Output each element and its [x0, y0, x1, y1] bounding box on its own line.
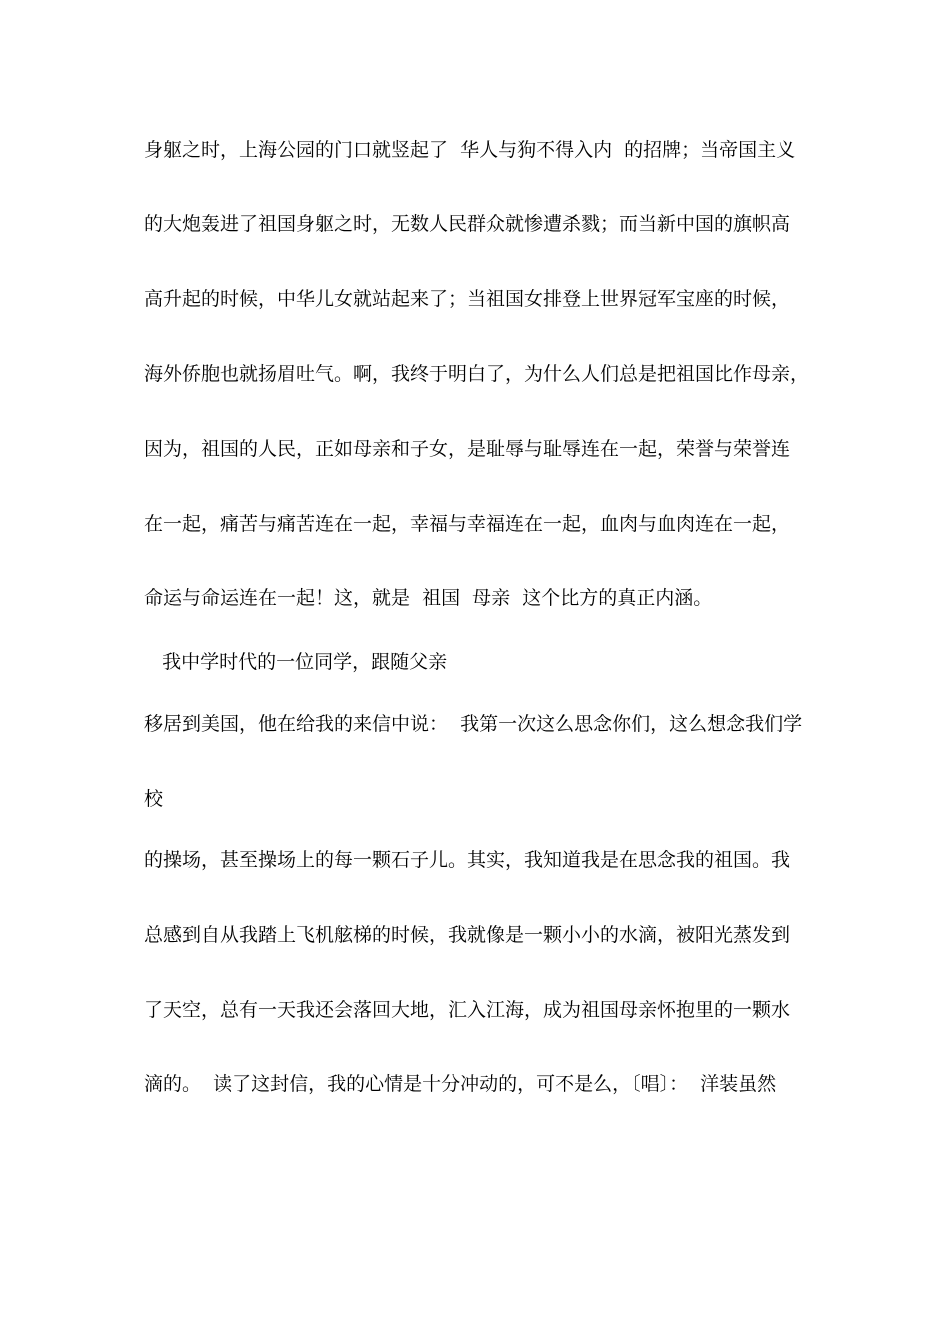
text-line: 海外侨胞也就扬眉吐气。啊，我终于明白了，为什么人们总是把祖国比作母亲，: [144, 363, 810, 385]
text-line: 高升起的时候，中华儿女就站起来了；当祖国女排登上世界冠军宝座的时候，: [144, 288, 791, 310]
text-line: 的大炮轰进了祖国身躯之时，无数人民群众就惨遭杀戮；而当新中国的旗帜高: [144, 213, 791, 235]
text-line: 了天空，总有一天我还会落回大地，汇入江海，成为祖国母亲怀抱里的一颗水: [144, 999, 791, 1021]
text-line: 在一起，痛苦与痛苦连在一起，幸福与幸福连在一起，血肉与血肉连在一起，: [144, 513, 791, 535]
text-line: 移居到美国，他在给我的来信中说： 我第一次这么思念你们，这么想念我们学: [144, 713, 803, 735]
text-line: 身躯之时，上海公园的门口就竖起了 华人与狗不得入内 的招牌；当帝国主义: [144, 139, 796, 161]
text-line: 的操场，甚至操场上的每一颗石子儿。其实，我知道我是在思念我的祖国。我: [144, 849, 791, 871]
text-line: 校: [144, 788, 164, 810]
text-line: 因为，祖国的人民，正如母亲和子女，是耻辱与耻辱连在一起，荣誉与荣誉连: [144, 438, 791, 460]
text-line: 总感到自从我踏上飞机舷梯的时候，我就像是一颗小小的水滴，被阳光蒸发到: [144, 924, 791, 946]
text-line: 我中学时代的一位同学，跟随父亲: [144, 651, 448, 673]
text-line: 滴的。 读了这封信，我的心情是十分冲动的，可不是么，〔唱〕： 洋装虽然: [144, 1073, 777, 1095]
text-line: 命运与命运连在一起！这，就是 祖国 母亲 这个比方的真正内涵。: [144, 587, 713, 609]
